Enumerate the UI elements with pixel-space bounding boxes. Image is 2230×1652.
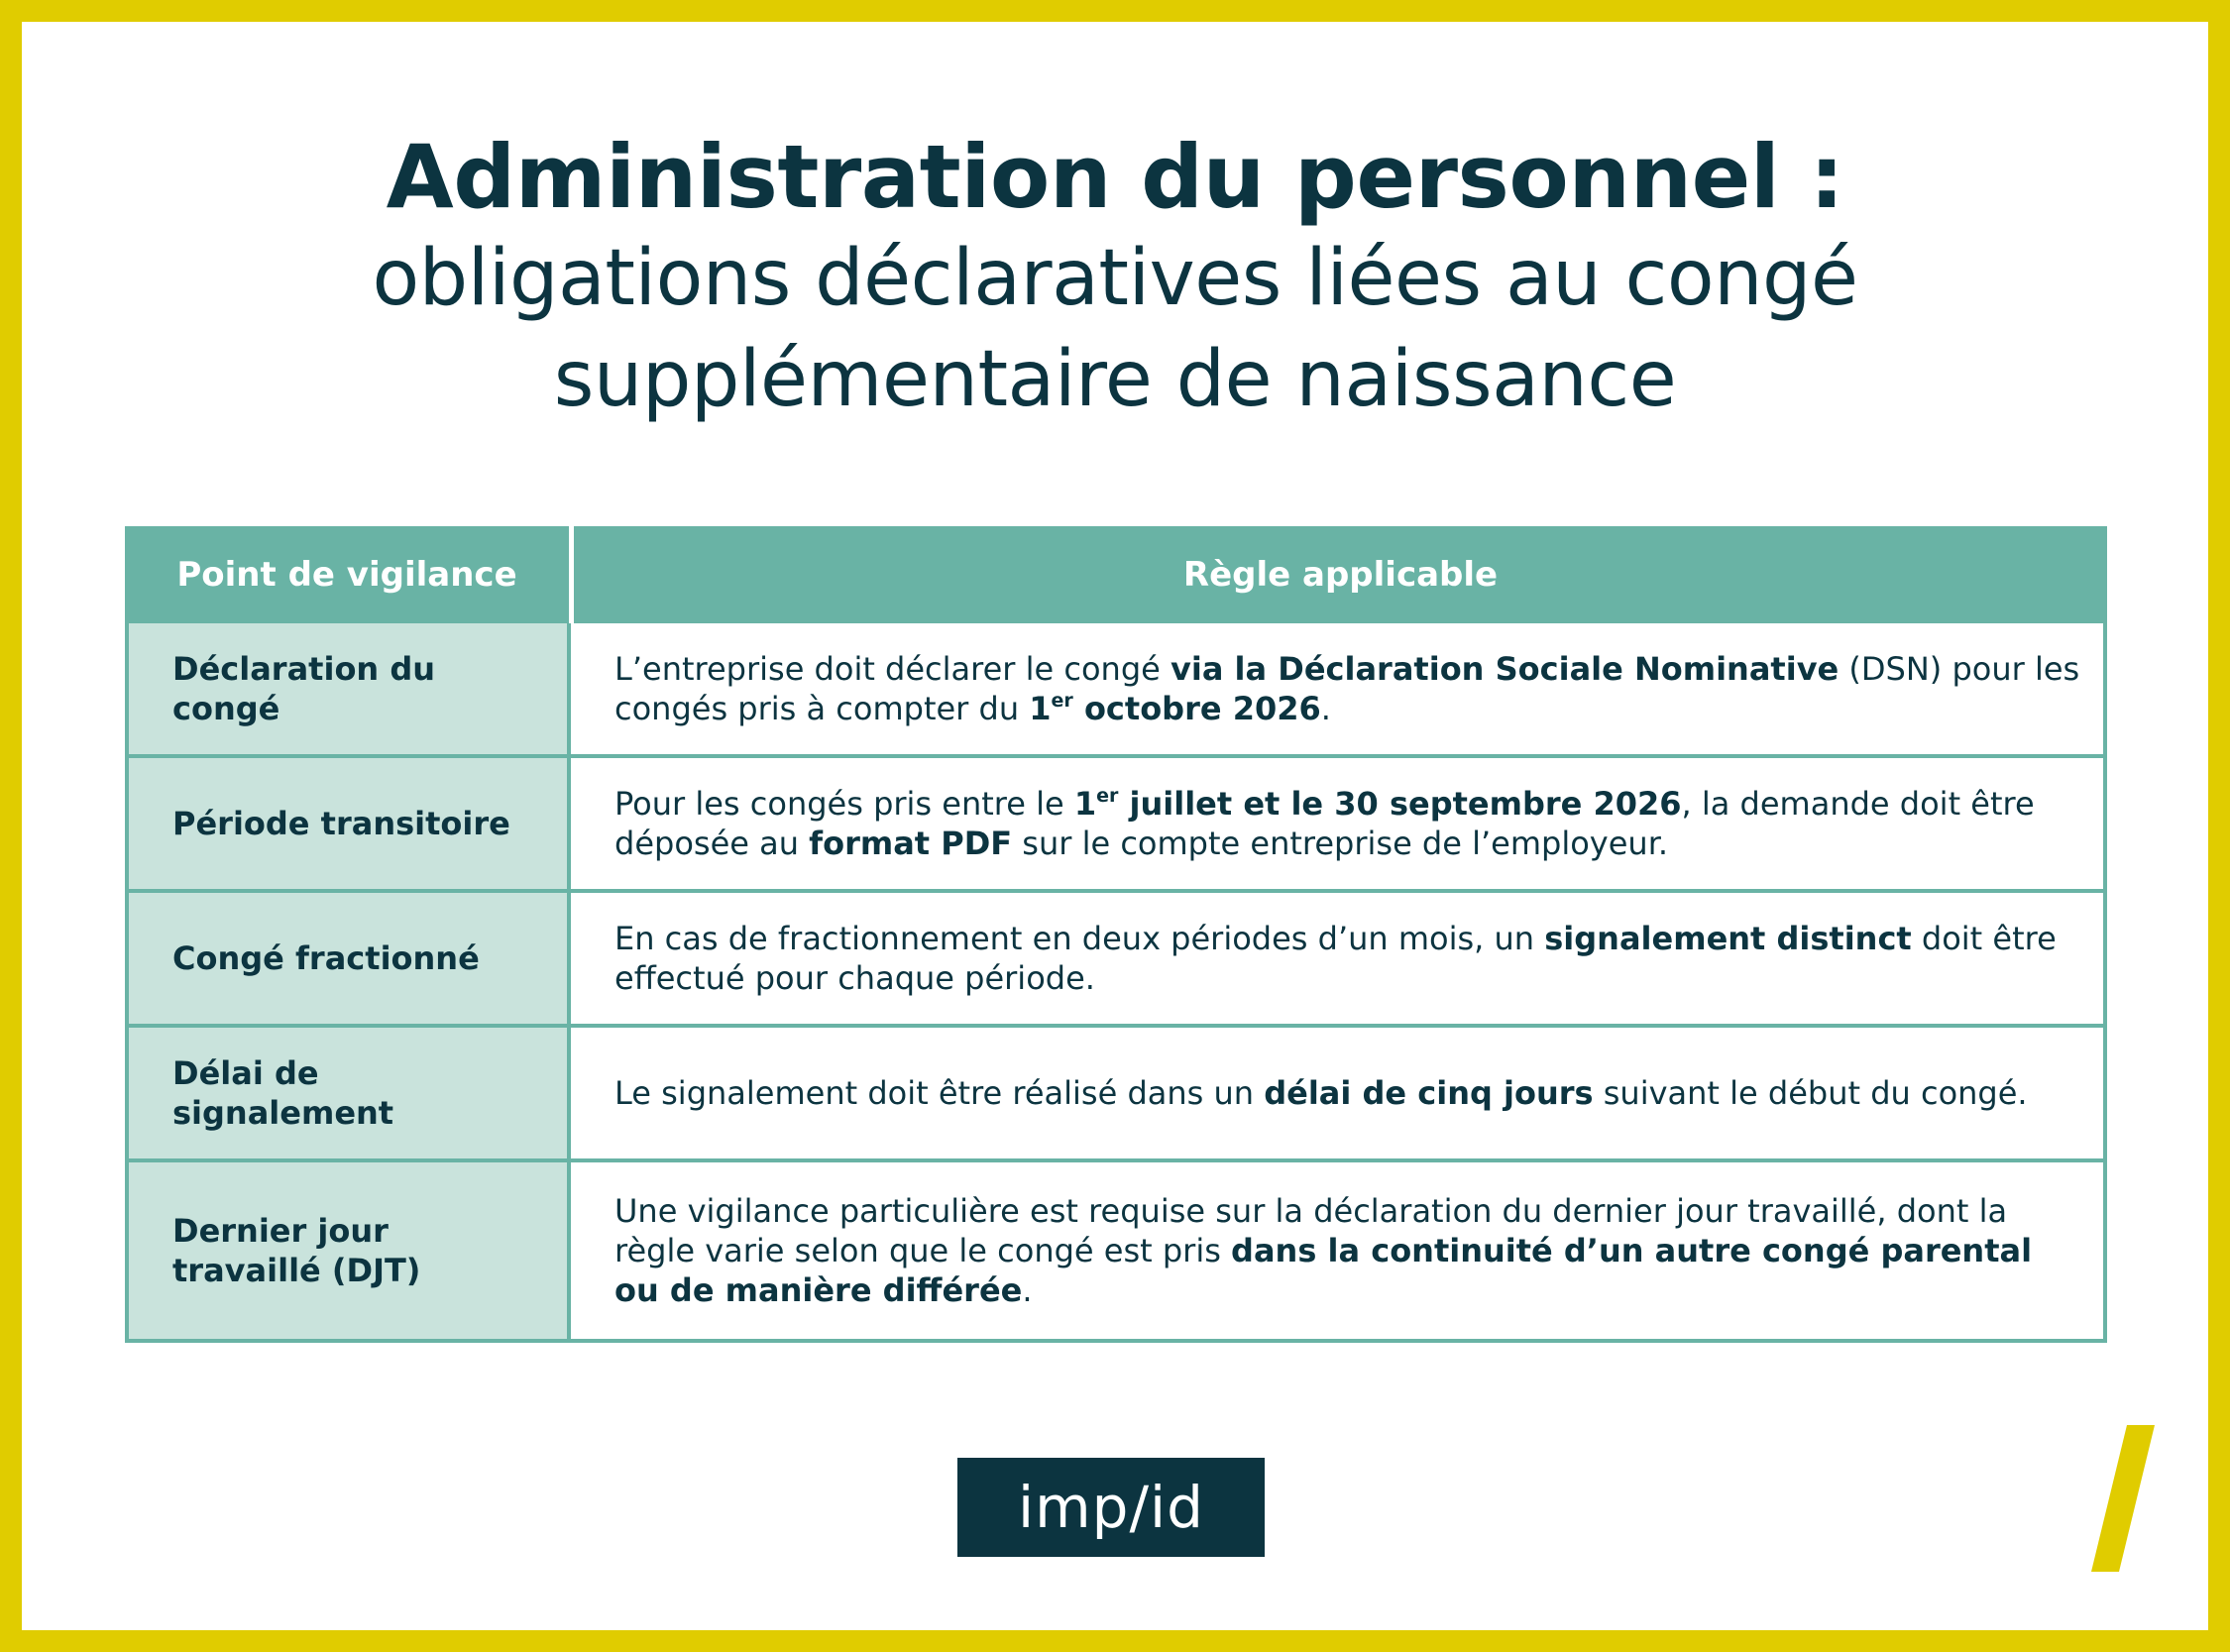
rule-text-segment: L’entreprise doit déclarer le congé — [614, 650, 1171, 688]
logo-text: imp/id — [1018, 1474, 1204, 1541]
rule-text-bold: dans la continuité d’un autre congé parental ou de manière différée — [614, 1232, 2033, 1309]
rule-text — [614, 919, 2083, 998]
slash-decoration — [2089, 1425, 2159, 1574]
cell-regle-applicable — [571, 623, 2103, 754]
table-row — [125, 1162, 2107, 1343]
rule-text-bold: er — [1096, 785, 1119, 807]
rule-text-bold: signalement distinct — [1544, 920, 1912, 957]
cell-point-de-vigilance: Période transitoire — [129, 758, 571, 889]
cell-point-de-vigilance: Délai de signalement — [129, 1028, 571, 1158]
header-point-de-vigilance: Point de vigilance — [125, 526, 569, 623]
rule-text-segment: . — [1022, 1271, 1033, 1309]
rule-text — [614, 649, 2083, 728]
rule-text-segment: Pour les congés pris entre le — [614, 785, 1074, 823]
rule-text-bold: délai de cinq jours — [1264, 1074, 1594, 1112]
rule-text-segment: En cas de fractionnement en deux périodes d’un mois, un — [614, 920, 1545, 957]
rule-text-segment: doit être effectué pour chaque période. — [614, 920, 2057, 997]
rule-text-bold: 1 — [1029, 690, 1052, 727]
rule-text — [614, 1073, 2028, 1113]
table-row — [125, 758, 2107, 893]
title-sub-line1: obligations déclaratives liées au congé — [372, 234, 1858, 323]
cell-regle-applicable — [571, 758, 2103, 889]
page-title — [0, 127, 2230, 430]
rule-text — [614, 1191, 2083, 1310]
cell-point-de-vigilance: Déclaration du congé — [129, 623, 571, 754]
table-row — [125, 893, 2107, 1028]
slash-shape — [2091, 1425, 2155, 1572]
rule-text-bold: er — [1051, 690, 1073, 712]
header-regle-applicable: Règle applicable — [574, 526, 2107, 623]
table-row — [125, 1028, 2107, 1162]
implid-logo — [957, 1458, 1265, 1557]
cell-point-de-vigilance: Congé fractionné — [129, 893, 571, 1024]
table-row — [125, 623, 2107, 758]
rule-text-segment: (DSN) pour les congés pris à compter du — [614, 650, 2080, 727]
rule-text-segment: sur le compte entreprise de l’employeur. — [1012, 825, 1669, 862]
cell-point-de-vigilance: Dernier jour travaillé (DJT) — [129, 1162, 571, 1339]
table-body — [125, 623, 2107, 1343]
cell-regle-applicable — [571, 1028, 2103, 1158]
rule-text-bold: 1 — [1073, 785, 1097, 823]
title-sub-line2: supplémentaire de naissance — [553, 335, 1677, 424]
rule-text — [614, 784, 2083, 863]
rule-text-bold: format PDF — [809, 825, 1013, 862]
rule-text-bold: juillet et le 30 septembre 2026 — [1118, 785, 1682, 823]
rule-text-bold: octobre 2026 — [1072, 690, 1321, 727]
vigilance-table — [125, 526, 2107, 1343]
cell-regle-applicable — [571, 893, 2103, 1024]
rule-text-bold: via la Déclaration Sociale Nominative — [1170, 650, 1840, 688]
rule-text-segment: Une vigilance particulière est requise sur la déclaration du dernier jour travaillé, dont la règle varie selon que le congé est pris — [614, 1192, 2008, 1269]
rule-text-segment: Le signalement doit être réalisé dans un — [614, 1074, 1265, 1112]
cell-regle-applicable — [571, 1162, 2103, 1339]
rule-text-segment: . — [1320, 690, 1331, 727]
title-main: Administration du personnel : — [386, 126, 1844, 228]
table-header — [125, 526, 2107, 623]
rule-text-segment: , la demande doit être déposée au — [614, 785, 2035, 862]
rule-text-segment: suivant le début du congé. — [1593, 1074, 2028, 1112]
